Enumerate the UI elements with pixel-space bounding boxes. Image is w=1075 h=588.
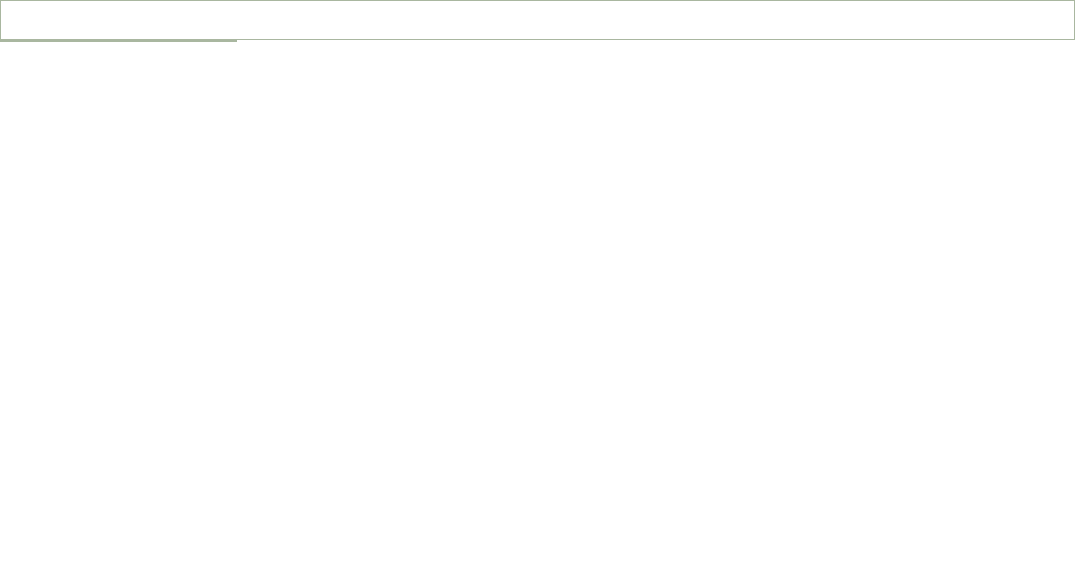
col-header-code	[1, 41, 63, 42]
report-title	[0, 0, 1075, 40]
grading-table	[0, 40, 1075, 42]
col-header-variety	[63, 41, 138, 42]
col-header-quantity	[192, 41, 237, 42]
col-header-denomination	[138, 41, 192, 42]
